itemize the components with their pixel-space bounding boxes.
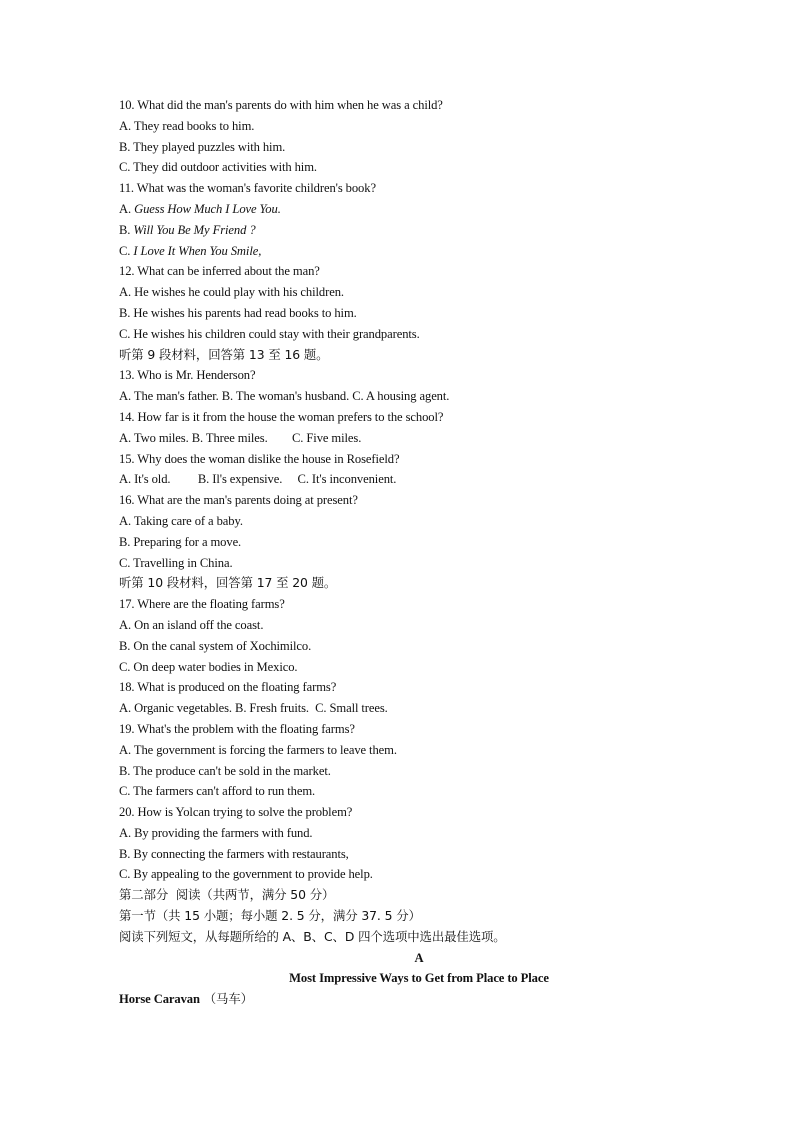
text-line: A. Organic vegetables. B. Fresh fruits. C. Small trees. [119,701,388,716]
text-line: 听第 9 段材料，回答第 13 至 16 题。 [119,346,329,362]
text-line: A. It's old. B. Il's expensive. C. It's inconvenient. [119,472,397,487]
text-line: B. He wishes his parents had read books to him. [119,305,357,320]
text-line: A. Two miles. B. Three miles. C. Five miles. [119,430,362,445]
text-line: A. By providing the farmers with fund. [119,825,313,840]
text-line: B. They played puzzles with him. [119,139,286,154]
text-line: 11. What was the woman's favorite children's book? [119,181,376,196]
text-line: 10. What did the man's parents do with him when he was a child? [119,98,443,112]
text-line: 16. What are the man's parents doing at present? [119,493,358,508]
text-line: C. The farmers can't afford to run them. [119,784,316,799]
text-line: A [414,950,424,965]
text-line: 18. What is produced on the floating farms? [119,680,337,695]
text-line: A. They read books to him. [119,118,255,133]
text-line: Most Impressive Ways to Get from Place to Place [289,971,549,986]
text-line: 听第 10 段材料，回答第 17 至 20 题。 [119,575,337,591]
text-line: A. On an island off the coast. [119,617,264,632]
line-prefix: C. [119,243,134,258]
text-line: 阅读下列短文，从每题所给的 A、B、C、D 四个选项中选出最佳选项。 [119,928,506,944]
text-line: 13. Who is Mr. Henderson? [119,368,256,383]
text-line: B. The produce can't be sold in the market. [119,763,331,778]
document-text [119,95,719,1010]
line-prefix: Horse Caravan [119,992,200,1007]
text-line: B. Preparing for a move. [119,534,242,549]
text-line [119,220,719,241]
text-line [119,989,719,1010]
line-prefix: A. [119,201,135,216]
book-title: I Love It When You Smile, [133,243,262,258]
book-title: Will You Be My Friend ? [133,222,256,237]
text-line: C. On deep water bodies in Mexico. [119,659,298,674]
text-line: B. On the canal system of Xochimilco. [119,638,312,653]
text-line [119,241,719,262]
text-line: A. The man's father. B. The woman's husband. C. A housing agent. [119,389,450,404]
text-line: 14. How far is it from the house the woman prefers to the school? [119,409,444,424]
text-line: A. The government is forcing the farmers to leave them. [119,742,397,757]
text-line: A. He wishes he could play with his children. [119,285,344,300]
text-line: C. They did outdoor activities with him. [119,160,317,175]
text-line: C. He wishes his children could stay with their grandparents. [119,326,420,341]
text-line: C. By appealing to the government to provide help. [119,867,373,882]
line-prefix: B. [119,222,134,237]
text-line: 12. What can be inferred about the man? [119,264,320,279]
text-line: 第一节（共 15 小题；每小题 2. 5 分，满分 37. 5 分） [119,908,421,924]
text-line [119,199,719,220]
text-line: 20. How is Yolcan trying to solve the problem? [119,805,353,820]
text-line: C. Travelling in China. [119,555,233,570]
text-line: B. By connecting the farmers with restaurants, [119,846,349,861]
text-line: 15. Why does the woman dislike the house in Rosefield? [119,451,400,466]
text-line: 17. Where are the floating farms? [119,597,285,612]
book-title: Guess How Much I Love You. [134,201,281,216]
line-suffix: （马车） [199,991,253,1007]
text-line: 第二部分 阅读（共两节，满分 50 分） [119,887,335,903]
text-line: A. Taking care of a baby. [119,513,243,528]
text-line: 19. What's the problem with the floating farms? [119,721,355,736]
